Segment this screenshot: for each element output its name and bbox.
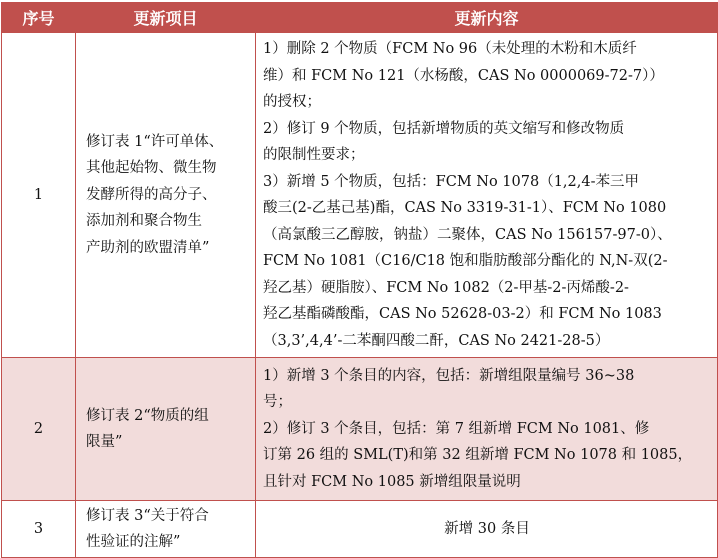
update-item-cell: [76, 501, 256, 558]
table-row: [2, 501, 718, 558]
update-item-line: 发酵所得的高分子、: [86, 186, 217, 203]
update-item-line: 修订表 3“关于符合: [86, 507, 209, 524]
row-number: 1: [2, 33, 76, 358]
row-number: 2: [2, 358, 76, 501]
update-item-line: 添加剂和聚合物生: [86, 213, 202, 230]
header-update-item: 更新项目: [76, 3, 256, 33]
update-item-line: 修订表 1“许可单体、: [86, 133, 224, 150]
update-item-line: 其他起始物、微生物: [86, 160, 217, 177]
content-line: （高氯酸三乙醇胺，钠盐）二聚体，CAS No 156157-97-0）、: [263, 226, 672, 243]
content-line: 号；: [263, 394, 292, 411]
update-item-line: 性验证的注解”: [86, 534, 181, 550]
update-table: [1, 2, 718, 558]
content-line: 1）删除 2 个物质（FCM No 96（未处理的木粉和木质纤: [263, 41, 637, 57]
content-line: 2）修订 3 个条目，包括：第 7 组新增 FCM No 1081、修: [263, 420, 650, 437]
update-item-line: 产助剂的欧盟清单”: [86, 239, 210, 256]
content-line: 羟乙基）硬脂胺）、FCM No 1082（2-甲基-2-丙烯酸-2-: [263, 279, 629, 296]
update-item-line: 修订表 2“物质的组: [86, 407, 209, 424]
content-line: 1）新增 3 个条目的内容，包括：新增组限量编号 36~38: [263, 367, 635, 384]
content-line: 3）新增 5 个物质，包括：FCM No 1078（1,2,4-苯三甲: [263, 173, 640, 190]
update-content-cell: [256, 33, 718, 358]
table-row: [2, 358, 718, 501]
update-item-cell: [76, 358, 256, 501]
content-line: 的限制性要求；: [263, 147, 365, 163]
content-line: 新增 30 条目: [444, 520, 530, 537]
row-number: 3: [2, 501, 76, 558]
content-line: FCM No 1081（C16/C18 饱和脂肪酸部分酯化的 N,N-双(2-: [263, 253, 668, 269]
content-line: 维）和 FCM No 121（水杨酸，CAS No 0000069-72-7））: [263, 67, 664, 84]
header-serial-number: 序号: [2, 3, 76, 33]
update-content-cell: [256, 501, 718, 558]
content-line: （3,3’,4,4’-二苯酮四酸二酐，CAS No 2421-28-5）: [263, 332, 610, 349]
update-content-cell: [256, 358, 718, 501]
content-line: 订第 26 组的 SML(T)和第 32 组新增 FCM No 1078 和 1085，: [263, 447, 693, 464]
header-update-content: 更新内容: [256, 3, 718, 33]
table-row: [2, 33, 718, 358]
update-item-line: 限量”: [86, 434, 123, 450]
table-header-row: [2, 3, 718, 33]
content-line: 2）修订 9 个物质，包括新增物质的英文缩写和修改物质: [263, 120, 625, 137]
content-line: 且针对 FCM No 1085 新增组限量说明: [263, 473, 521, 490]
update-item-cell: [76, 33, 256, 358]
content-line: 的授权；: [263, 94, 321, 110]
content-line: 羟乙基酯磷酸酯，CAS No 52628-03-2）和 FCM No 1083: [263, 306, 662, 322]
content-line: 酸三(2-乙基己基)酯，CAS No 3319-31-1）、FCM No 1080: [263, 200, 667, 216]
